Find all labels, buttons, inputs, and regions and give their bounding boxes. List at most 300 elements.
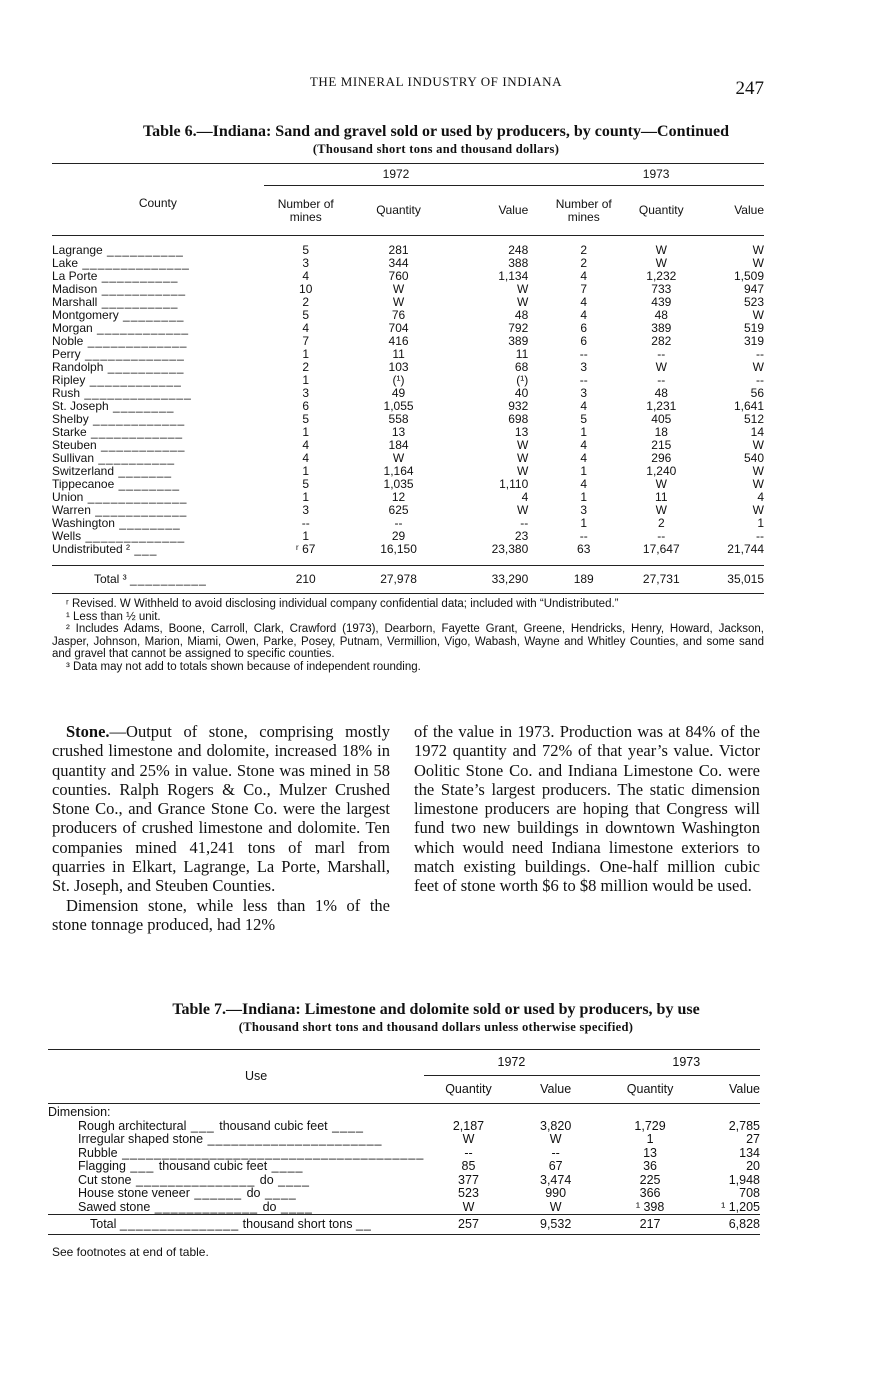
value-72-cell: 67 (548, 1159, 563, 1173)
table-row (48, 1174, 760, 1188)
mines-73-cell: 4 (580, 476, 588, 491)
value-72-header: Value (498, 203, 529, 217)
continued-paragraph: of the value in 1973. Production was at 84% of the 1972 quantity and 72% of that year’s value. Victor Oolitic Stone Co. and Indiana Limestone Co. were the State’s largest producers. The static dimension limestone producers are hoping that Congress will fund two new buildings in downtown Washington which would need Indiana limestone exteriors to match existing buildings. One-half million cubic feet of stone worth $6 to $8 million would be used. (414, 722, 760, 896)
value-73-cell: 56 (750, 385, 764, 400)
value-73-cell: 523 (743, 294, 764, 309)
leader-dots: _____________ (81, 528, 186, 543)
mines-72-cell: 2 (302, 294, 310, 309)
leader-dots: _____________ (83, 489, 188, 504)
value-72-cell: W (516, 502, 529, 517)
table6 (52, 163, 764, 594)
mines-73-cell: 4 (580, 450, 588, 465)
quantity-73-cell: 1,729 (634, 1118, 666, 1133)
quantity-73-cell: W (655, 359, 667, 374)
mines-72-cell: 1 (302, 372, 310, 387)
value-73-cell: 134 (739, 1145, 760, 1160)
use-name: Rough architectural (78, 1118, 187, 1133)
quantity-73-cell: 733 (651, 281, 672, 296)
quantity-73-cell: W (655, 242, 667, 257)
use-cell (48, 1201, 424, 1215)
use-name: Sawed stone (78, 1199, 151, 1214)
value-73-cell: 20 (746, 1159, 760, 1173)
use-name: Rubble (78, 1145, 118, 1160)
use-name: Flagging (78, 1159, 126, 1173)
mines-73-cell: 7 (580, 281, 588, 296)
stone-paragraph (52, 722, 390, 896)
leader-dots: __ (355, 1216, 372, 1231)
quantity-73-cell: 366 (639, 1186, 661, 1200)
quantity-73-cell: 296 (651, 450, 672, 465)
year-1973-header: 1973 (528, 164, 764, 186)
mines-72-cell: 3 (302, 502, 310, 517)
quantity-72-cell: W (392, 281, 405, 296)
value-72-cell: W (516, 294, 529, 309)
quantity-72-cell: 625 (388, 502, 409, 517)
mines-72-cell: 10 (299, 281, 313, 296)
mines-72-cell: 4 (302, 450, 310, 465)
quantity-72-cell: W (392, 294, 405, 309)
mines-73-cell: 1 (580, 489, 588, 504)
value-73-cell: 947 (743, 281, 764, 296)
value-72-cell: 698 (508, 411, 529, 426)
quantity-72-cell: 377 (458, 1172, 479, 1187)
quantity-72-cell: 76 (391, 307, 406, 322)
t7-total-q72: 257 (458, 1216, 479, 1231)
mines-72-cell: 7 (302, 333, 310, 348)
county-name: Wells (52, 528, 82, 543)
quantity-72-cell: 344 (388, 255, 409, 270)
table-row (48, 1201, 760, 1215)
total-v73: 35,015 (727, 572, 764, 586)
value-72-cell: 40 (514, 385, 529, 400)
mines-72-cell: 5 (302, 242, 310, 257)
mines-73-cell: 3 (580, 502, 588, 517)
dimension-paragraph: Dimension stone, while less than 1% of the stone tonnage produced, had 12% (52, 895, 390, 934)
leader-dots: ______ (189, 1186, 247, 1200)
table-row (48, 1160, 760, 1174)
value-73-cell: -- (756, 372, 764, 387)
value-73-cell: 512 (743, 411, 764, 426)
value-72-cell: 990 (545, 1186, 567, 1200)
t7-total-v72: 9,532 (540, 1216, 572, 1231)
footnote-1: ʳ Revised. W Withheld to avoid disclosing individual company confidential data; included with “Undistributed.” (66, 598, 619, 610)
value-73-cell: 4 (757, 489, 764, 504)
mines-73-cell: 6 (580, 320, 588, 335)
value-73-cell: 540 (743, 450, 764, 465)
leader-dots: ____________ (85, 372, 182, 387)
quantity-72-cell: 13 (391, 424, 406, 439)
table6-caption (0, 123, 872, 157)
use-name: Irregular shaped stone (78, 1132, 204, 1146)
value-72-cell: 3,820 (540, 1118, 572, 1133)
running-head: THE MINERAL INDUSTRY OF INDIANA (309, 74, 563, 89)
value-73-cell: ¹ 1,205 (721, 1199, 760, 1214)
t7-total-v73: 6,828 (728, 1216, 760, 1231)
value-72-cell: 1,110 (499, 476, 529, 491)
body-column-left (52, 722, 390, 934)
quantity-73-cell: W (655, 255, 667, 270)
leader-dots: __________ (97, 294, 179, 309)
leader-dots: ______________________________________ (117, 1145, 425, 1160)
quantity-73-cell: W (655, 476, 667, 491)
value-72-cell: 11 (515, 346, 529, 361)
mines-73-cell: 4 (580, 437, 588, 452)
mines-73-cell: 6 (580, 333, 588, 348)
unit-label: do (259, 1172, 274, 1187)
value-73-cell: 708 (739, 1186, 760, 1200)
mines-72-cell: 4 (302, 437, 310, 452)
value-73-cell: -- (756, 346, 764, 361)
mines-73-cell: -- (579, 528, 588, 543)
unit-label: do (246, 1186, 261, 1200)
mines-73-cell: 3 (580, 359, 588, 374)
quantity-73-cell: ¹ 398 (635, 1199, 665, 1214)
value-72-cell: W (516, 281, 529, 296)
mines-72-cell: 3 (302, 255, 310, 270)
leader-dots: ____ (260, 1186, 297, 1200)
footnote-2: ¹ Less than ½ unit. (66, 610, 161, 623)
county-name: Morgan (52, 320, 93, 335)
stone-heading: Stone. (66, 722, 110, 741)
t7-year-1973-header: 1973 (599, 1050, 760, 1076)
value-72-cell: 23 (514, 528, 529, 543)
value-73-cell: W (752, 476, 764, 491)
county-name: Montgomery (52, 307, 119, 322)
stone-paragraph-text: —Output of stone, comprising mostly crushed limestone and dolomite, increased 18% in quantity and 25% in value. Stone was mined in 58 counties. Ralph Rogers & Co., Mulzer Crushed Stone Co., and Grance Stone Co. were the largest producers of crushed limestone and dolomite. Ten companies mined 41,241 tons of marl from quarries in Elkart, Lagrange, La Porte, Marshall, St. Joseph, and Steuben Counties. (52, 722, 390, 896)
quantity-73-cell: 215 (651, 437, 672, 452)
table7-subtitle: (Thousand short tons and thousand dollars unless otherwise specified) (238, 1020, 634, 1034)
quantity-73-cell: 36 (643, 1159, 658, 1173)
leader-dots: ____ (267, 1159, 304, 1173)
leader-dots: _____________ (83, 333, 188, 348)
quantity-73-cell: 1,231 (646, 398, 677, 413)
t7-value-73-header: Value (728, 1081, 760, 1096)
quantity-72-header: Quantity (376, 203, 421, 217)
leader-dots: ______________________ (203, 1132, 383, 1146)
mines-73-cell: 2 (580, 255, 588, 270)
value-72-cell: W (516, 463, 529, 478)
use-cell (48, 1120, 424, 1134)
t7-total-q73: 217 (639, 1216, 661, 1231)
mines-73-cell: 3 (580, 385, 588, 400)
value-72-cell: 23,380 (491, 541, 529, 556)
mines-72-header: Number of mines (277, 196, 334, 224)
table7-body (48, 1104, 760, 1215)
quantity-73-cell: 1,240 (646, 463, 677, 478)
mines-72-cell: 3 (302, 385, 310, 400)
quantity-73-cell: 13 (643, 1145, 658, 1160)
county-name: Lagrange (52, 242, 103, 257)
quantity-73-cell: 1 (646, 1132, 654, 1146)
county-name: Starke (52, 424, 87, 439)
quantity-72-cell: W (462, 1199, 475, 1214)
mines-72-cell: 1 (302, 489, 310, 504)
county-name: Tippecanoe (52, 476, 115, 491)
value-72-cell: 4 (521, 489, 529, 504)
leader-dots: ______________ (80, 385, 192, 400)
total-label (52, 566, 264, 594)
unit-label: thousand cubic feet (158, 1159, 268, 1173)
county-name: Washington (52, 515, 115, 530)
t7-value-72-header: Value (540, 1081, 572, 1096)
mines-72-cell: 4 (302, 268, 310, 283)
leader-dots: ________ (108, 398, 175, 413)
value-72-cell: 792 (508, 320, 529, 335)
county-name: Noble (52, 333, 84, 348)
quantity-72-cell: W (462, 1132, 475, 1146)
mines-73-cell: 1 (580, 424, 588, 439)
table-row (52, 543, 764, 556)
value-73-cell: W (752, 463, 764, 478)
county-header: County (138, 196, 177, 210)
mines-72-cell: 4 (302, 320, 310, 335)
county-name: Switzerland (52, 463, 115, 478)
mines-72-cell: -- (301, 515, 310, 530)
quantity-73-cell: 282 (651, 333, 672, 348)
value-72-cell: 389 (508, 333, 529, 348)
mines-72-cell: 5 (302, 411, 310, 426)
county-name: Marshall (52, 294, 98, 309)
quantity-72-cell: W (392, 450, 405, 465)
value-73-header: Value (734, 203, 764, 217)
leader-dots: ____________ (88, 411, 186, 426)
leader-dots: ___ (125, 1159, 159, 1173)
t7-total-label (48, 1215, 424, 1235)
leader-dots: _____________ (150, 1199, 263, 1214)
total-q73: 27,731 (642, 572, 680, 586)
leader-dots: ________ (114, 476, 181, 491)
table6-title: Table 6.—Indiana: Sand and gravel sold or used by producers, by county—Continued (142, 123, 730, 140)
table-row (48, 1133, 760, 1147)
mines-73-cell: 4 (580, 398, 588, 413)
value-72-cell: -- (520, 515, 529, 530)
body-column-right (414, 722, 760, 896)
mines-72-cell: 5 (302, 307, 310, 322)
quantity-72-cell: -- (394, 515, 403, 530)
quantity-73-cell: 405 (651, 411, 672, 426)
mines-72-cell: 1 (302, 424, 310, 439)
value-72-cell: W (516, 450, 529, 465)
quantity-72-cell: 29 (391, 528, 406, 543)
leader-dots: ________ (118, 307, 185, 322)
t7-year-1972-header: 1972 (424, 1050, 598, 1076)
mines-72-cell: ʳ 67 (295, 541, 316, 556)
mines-73-cell: 2 (580, 242, 588, 257)
mines-73-header: Number of mines (555, 196, 612, 224)
mines-72-cell: 5 (302, 476, 310, 491)
quantity-72-cell: 184 (388, 437, 409, 452)
page-number: 247 (735, 78, 764, 99)
table6-body (52, 236, 764, 556)
use-cell (48, 1187, 424, 1201)
value-73-cell: 21,744 (727, 541, 764, 556)
use-name: House stone veneer (78, 1186, 190, 1200)
value-73-cell: 1,641 (733, 398, 764, 413)
mines-72-cell: 6 (302, 398, 310, 413)
county-name: Rush (52, 385, 81, 400)
mines-73-cell: 4 (580, 268, 588, 283)
mines-73-cell: 5 (580, 411, 588, 426)
table7-group-row (48, 1104, 760, 1120)
mines-72-cell: 2 (302, 359, 310, 374)
value-73-cell: W (752, 437, 764, 452)
quantity-73-cell: -- (657, 528, 666, 543)
total-label-text: Total ³ (94, 572, 127, 586)
value-72-cell: W (549, 1199, 562, 1214)
quantity-72-cell: 416 (388, 333, 409, 348)
t7-quantity-73-header: Quantity (626, 1081, 674, 1096)
value-72-cell: W (516, 437, 529, 452)
value-72-cell: 1,134 (498, 268, 529, 283)
county-name: Warren (52, 502, 91, 517)
mines-73-cell: -- (579, 346, 588, 361)
value-72-cell: 388 (508, 255, 529, 270)
value-73-cell: 1,509 (733, 268, 764, 283)
leader-dots: _______________ (119, 1216, 240, 1231)
value-72-cell: -- (551, 1145, 560, 1160)
leader-dots: ____ (273, 1172, 310, 1187)
year-1972-header: 1972 (264, 164, 529, 186)
county-name: Randolph (52, 359, 104, 374)
leader-dots: __________ (97, 268, 179, 283)
quantity-72-cell: 2,187 (452, 1118, 485, 1133)
mines-73-cell: 63 (577, 541, 591, 556)
mines-73-cell: 1 (580, 515, 588, 530)
value-72-cell: 932 (508, 398, 529, 413)
value-73-cell: 2,785 (728, 1118, 760, 1133)
mines-73-cell: -- (579, 372, 588, 387)
table-row (48, 1147, 760, 1161)
value-73-cell: W (752, 307, 764, 322)
county-name: Steuben (52, 437, 97, 452)
county-name: Shelby (52, 411, 89, 426)
quantity-72-cell: 281 (388, 242, 409, 257)
leader-dots: ___________ (96, 437, 186, 452)
quantity-73-cell: 18 (654, 424, 668, 439)
t7-total-label-text: Total (90, 1216, 117, 1231)
footnote-4: ³ Data may not add to totals shown because of independent rounding. (66, 660, 421, 673)
leader-dots: ___________ (97, 281, 187, 296)
table6-footnotes (52, 598, 764, 673)
county-cell (52, 543, 264, 556)
t7-quantity-72-header: Quantity (445, 1081, 492, 1096)
quantity-73-cell: 439 (651, 294, 672, 309)
total-m72: 210 (295, 572, 316, 586)
quantity-73-cell: 1,232 (646, 268, 677, 283)
leader-dots: ___ (186, 1118, 220, 1133)
quantity-72-cell: 1,035 (383, 476, 414, 491)
dimension-group-label: Dimension: (48, 1105, 111, 1119)
county-name: La Porte (52, 268, 98, 283)
leader-dots: ____ (276, 1199, 313, 1214)
leader-dots: _____________ (80, 346, 185, 361)
quantity-72-cell: 12 (391, 489, 406, 504)
quantity-72-cell: 1,055 (383, 398, 414, 413)
quantity-73-cell: 48 (654, 307, 668, 322)
leader-dots: ________ (114, 515, 181, 530)
quantity-72-cell: 523 (458, 1186, 479, 1200)
value-72-cell: W (549, 1132, 562, 1146)
total-q72: 27,978 (380, 572, 417, 586)
quantity-72-cell: 103 (388, 359, 409, 374)
quantity-73-cell: 11 (655, 489, 668, 504)
value-73-cell: W (752, 242, 764, 257)
table7-title: Table 7.—Indiana: Limestone and dolomite sold or used by producers, by use (172, 1001, 700, 1018)
county-name: Madison (52, 281, 98, 296)
county-name: Perry (52, 346, 81, 361)
value-73-cell: 14 (750, 424, 764, 439)
quantity-72-cell: 760 (388, 268, 409, 283)
leader-dots: __________ (130, 572, 207, 586)
quantity-73-cell: 48 (654, 385, 668, 400)
value-73-cell: 519 (743, 320, 764, 335)
quantity-73-cell: 2 (657, 515, 665, 530)
quantity-72-cell: 16,150 (380, 541, 417, 556)
table7-note: See footnotes at end of table. (52, 1245, 209, 1259)
quantity-72-cell: 11 (392, 346, 405, 361)
leader-dots: _______________ (131, 1172, 260, 1187)
value-72-cell: 248 (508, 242, 529, 257)
leader-dots: ______________ (78, 255, 190, 270)
leader-dots: ____________ (90, 502, 188, 517)
leader-dots: ___ (130, 541, 158, 556)
quantity-72-cell: (¹) (392, 372, 405, 387)
table-row (48, 1187, 760, 1201)
value-72-cell: (¹) (516, 372, 529, 387)
value-72-cell: 48 (514, 307, 529, 322)
county-name: Lake (52, 255, 79, 270)
quantity-73-cell: 17,647 (642, 541, 680, 556)
mines-73-cell: 1 (580, 463, 588, 478)
use-cell (48, 1160, 424, 1174)
county-name: St. Joseph (52, 398, 109, 413)
quantity-72-cell: 1,164 (383, 463, 414, 478)
use-header: Use (245, 1068, 268, 1083)
use-name: Cut stone (78, 1172, 132, 1187)
mines-72-cell: 1 (302, 346, 310, 361)
value-73-cell: W (752, 255, 764, 270)
value-73-cell: 1,948 (728, 1172, 760, 1187)
t7-total-unit: thousand short tons (242, 1216, 353, 1231)
table6-spacer (52, 556, 764, 566)
unit-label: do (262, 1199, 277, 1214)
county-name: Sullivan (52, 450, 95, 465)
table6-subtitle: (Thousand short tons and thousand dollars) (312, 142, 560, 156)
mines-72-cell: 1 (302, 463, 310, 478)
leader-dots: ____ (327, 1118, 364, 1133)
quantity-73-cell: 225 (639, 1172, 661, 1187)
value-73-cell: -- (756, 528, 764, 543)
table-row (52, 530, 764, 543)
total-m73: 189 (573, 572, 594, 586)
table6-total-row (52, 566, 764, 594)
leader-dots: __________ (103, 359, 185, 374)
quantity-72-cell: 49 (391, 385, 406, 400)
use-cell (48, 1133, 424, 1147)
use-cell (48, 1147, 424, 1161)
leader-dots: ____________ (86, 424, 184, 439)
value-73-cell: 319 (743, 333, 764, 348)
total-v72: 33,290 (491, 572, 529, 586)
table-row (48, 1120, 760, 1134)
value-72-cell: 68 (514, 359, 529, 374)
quantity-72-cell: 85 (461, 1159, 476, 1173)
quantity-72-cell: 558 (388, 411, 409, 426)
mines-73-cell: 4 (580, 307, 588, 322)
table7-total-row (48, 1215, 760, 1235)
quantity-73-cell: -- (657, 372, 666, 387)
quantity-73-cell: W (655, 502, 667, 517)
